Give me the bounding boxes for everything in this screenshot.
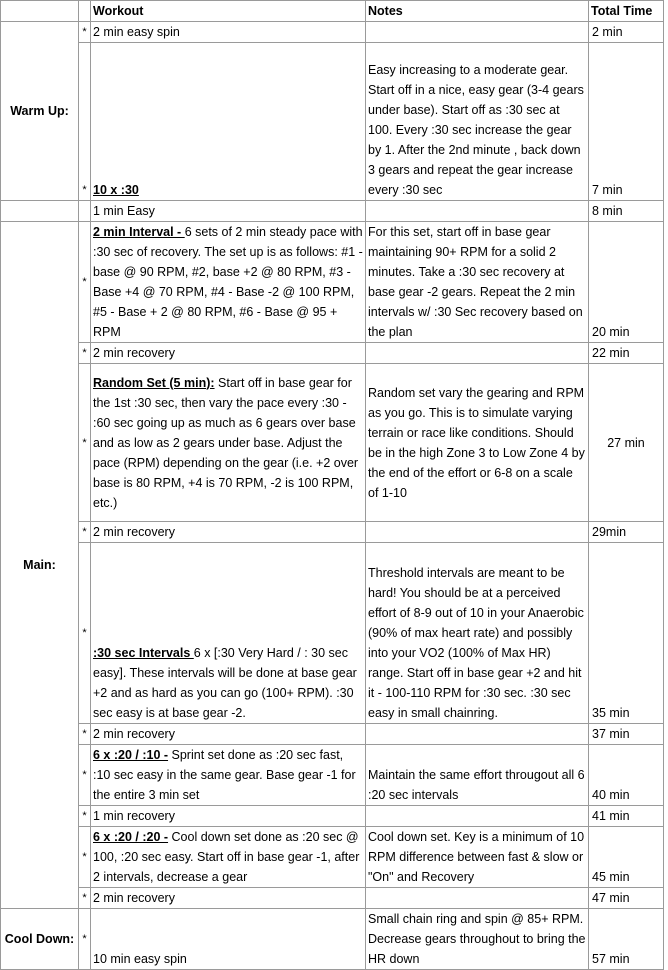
section-cooldown: Cool Down: (1, 909, 79, 970)
table-row (1, 201, 664, 222)
time-cell: 41 min (589, 806, 664, 827)
time-cell: 57 min (589, 909, 664, 970)
workout-cell: 2 min recovery (91, 888, 366, 909)
time-cell: 27 min (589, 364, 664, 522)
time-cell: 7 min (589, 43, 664, 201)
time-cell: 8 min (589, 201, 664, 222)
star-marker: * (79, 724, 91, 745)
workout-cell: 10 min easy spin (91, 909, 366, 970)
star-marker: * (79, 22, 91, 43)
section-main: Main: (1, 222, 79, 909)
time-cell: 47 min (589, 888, 664, 909)
table-row (1, 343, 664, 364)
notes-cell: For this set, start off in base gear maintaining 90+ RPM for a solid 2 minutes. Take a :30 sec recovery at base gear -2 gears. Repeat the 2 min intervals w/ :30 Sec recovery based on the plan (366, 222, 589, 343)
workout-cell: 2 min easy spin (91, 22, 366, 43)
notes-cell: Random set vary the gearing and RPM as you go. This is to simulate varying terrain or race like conditions. Should be in the high Zone 3 to Low Zone 4 by the end of the effort or 6-8 on a scale of 1-10 (366, 364, 589, 522)
table-row (1, 806, 664, 827)
workout-cell: 1 min recovery (91, 806, 366, 827)
table-row (1, 522, 664, 543)
notes-cell (366, 522, 589, 543)
workout-header: Workout (91, 1, 366, 22)
table-row (1, 909, 664, 970)
workout-title: :30 sec Intervals (93, 646, 194, 660)
notes-cell: Cool down set. Key is a minimum of 10 RPM difference between fast & slow or "On" and Recovery (366, 827, 589, 888)
section-spacer (1, 201, 79, 222)
notes-cell: Small chain ring and spin @ 85+ RPM. Decrease gears throughout to bring the HR down (366, 909, 589, 970)
notes-cell (366, 724, 589, 745)
star-cell (79, 201, 91, 222)
time-cell: 20 min (589, 222, 664, 343)
workout-text: 6 x [:30 Very Hard / : 30 sec easy]. These intervals will be done at base gear +2 and as hard as you can go (100+ RPM). :30 sec easy is at base gear -2. (93, 646, 357, 720)
notes-cell: Maintain the same effort througout all 6 :20 sec intervals (366, 745, 589, 806)
table-row (1, 888, 664, 909)
workout-text: 6 sets of 2 min steady pace with :30 sec of recovery. The set up is as follows: #1 - base @ 90 RPM, #2, base +2 @ 80 RPM, #3 - Base +4 @ 70 RPM, #4 - Base -2 @ 100 RPM, #5 - Base + 2 @ 80 RPM, #6 - Base @ 95 + RPM (93, 225, 363, 339)
star-marker: * (79, 43, 91, 201)
notes-cell (366, 201, 589, 222)
notes-cell (366, 806, 589, 827)
section-header (1, 1, 79, 22)
table-row (1, 827, 664, 888)
time-cell: 29min (589, 522, 664, 543)
notes-cell (366, 343, 589, 364)
workout-text: Cool down set done as :20 sec @ 100, :20 sec easy. Start off in base gear -1, after 2 intervals, decrease a gear (93, 830, 360, 884)
notes-cell (366, 22, 589, 43)
workout-cell: 2 min recovery (91, 724, 366, 745)
notes-cell (366, 888, 589, 909)
table-row (1, 724, 664, 745)
table-row (1, 222, 664, 343)
star-marker: * (79, 222, 91, 343)
workout-title: Random Set (5 min): (93, 375, 215, 390)
workout-cell (91, 543, 366, 724)
star-marker: * (79, 745, 91, 806)
workout-title: 6 x :20 / :20 - (93, 830, 169, 844)
workout-cell (91, 745, 366, 806)
notes-cell: Threshold intervals are meant to be hard! You should be at a perceived effort of 8-9 out of 10 in your Anaerobic (90% of max heart rate) and possibly into your VO2 (100% of Max HR) range. Start off in base gear +2 and hit it - 100-110 RPM for :30 sec. :30 sec easy in small chainring. (366, 543, 589, 724)
workout-cell: 1 min Easy (91, 201, 366, 222)
header-row (1, 1, 664, 22)
table-row (1, 22, 664, 43)
time-cell: 2 min (589, 22, 664, 43)
star-marker: * (79, 827, 91, 888)
star-marker: * (79, 343, 91, 364)
workout-title: 10 x :30 (93, 183, 139, 197)
workout-cell: 2 min recovery (91, 522, 366, 543)
workout-title: 2 min Interval - (93, 225, 185, 239)
table-row (1, 543, 664, 724)
table-row (1, 364, 664, 522)
time-cell: 45 min (589, 827, 664, 888)
star-marker: * (79, 364, 91, 522)
total-time-header: Total Time (589, 1, 664, 22)
star-marker: * (79, 543, 91, 724)
workout-text: Sprint set done as :20 sec fast, :10 sec easy in the same gear. Base gear -1 for the entire 3 min set (93, 748, 356, 802)
time-cell: 35 min (589, 543, 664, 724)
workout-cell (91, 827, 366, 888)
time-cell: 22 min (589, 343, 664, 364)
star-marker: * (79, 909, 91, 970)
star-marker: * (79, 888, 91, 909)
star-marker: * (79, 806, 91, 827)
workout-cell (91, 364, 366, 522)
workout-text: Start off in base gear for the 1st :30 sec, then vary the pace every :30 - :60 sec going up as much as 6 gears over base and as low as 2 gears under base. Adjust the pace (RPM) depending on the gear (i.e. +2 over base is 80 RPM, +4 is 70 RPM, -2 is 100 RPM, etc.) (93, 375, 359, 510)
workout-cell: 2 min recovery (91, 343, 366, 364)
section-warmup: Warm Up: (1, 22, 79, 201)
notes-cell: Easy increasing to a moderate gear. Start off in a nice, easy gear (3-4 gears under base). Start off as :30 sec at 100. Every :30 sec increase the gear by 1. After the 2nd minute , back down 3 gears and repeat the gear increase every :30 sec (366, 43, 589, 201)
workout-cell (91, 43, 366, 201)
time-cell: 40 min (589, 745, 664, 806)
notes-header: Notes (366, 1, 589, 22)
table-row (1, 43, 664, 201)
workout-title: 6 x :20 / :10 - (93, 748, 169, 762)
time-cell: 37 min (589, 724, 664, 745)
workout-cell (91, 222, 366, 343)
star-header (79, 1, 91, 22)
star-marker: * (79, 522, 91, 543)
table-row (1, 745, 664, 806)
